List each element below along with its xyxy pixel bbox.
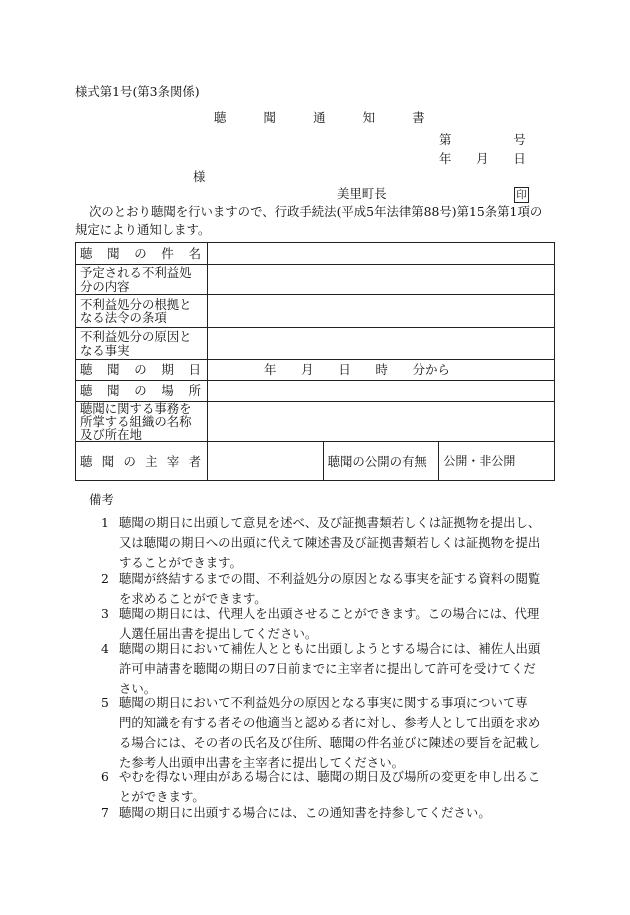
note-text (119, 639, 556, 699)
place-field[interactable] (208, 381, 555, 402)
document-number: 第 号 (439, 132, 526, 147)
label-letters (80, 455, 203, 468)
label-char: の (134, 362, 147, 378)
label-char: 主 (145, 453, 158, 469)
note-text (119, 693, 556, 773)
note-line: 聴聞の期日に出頭して意見を述べ、及び証拠書類若しくは証拠物を提出し、 (119, 515, 541, 530)
label-char: 聴 (80, 245, 93, 261)
note-line: る場合には、その者の氏名及び住所、聴聞の件名並びに陳述の要旨を記載し (119, 735, 541, 750)
label-char: 件 (161, 245, 174, 261)
note-text (119, 569, 556, 609)
note-line: を求めることができます。 (119, 591, 267, 606)
label-char: 場 (161, 383, 174, 399)
label-char: の (123, 453, 136, 469)
label-char: 聴 (80, 362, 93, 378)
disposition-label: 予定される不利益処分の内容 (76, 265, 208, 295)
office-label: 聴聞に関する事務を所掌する組織の名称及び所在地 (76, 402, 208, 442)
label-char: 聞 (107, 245, 120, 261)
note-number: 4 (101, 641, 109, 656)
note-line: た参考人出頭申出書を主宰者に提出してください。 (119, 755, 404, 770)
note-item-2 (101, 569, 556, 609)
label-char: 聞 (107, 362, 120, 378)
subject-label-text (80, 247, 203, 260)
note-line: することができます。 (119, 555, 242, 570)
note-line: やむを得ない理由がある場合には、聴聞の期日及び場所の変更を申し出るこ (119, 769, 541, 784)
note-number: 6 (101, 769, 109, 784)
date-value: 年 月 日 時 分から (264, 362, 450, 378)
label-char: 所 (188, 383, 201, 399)
note-item-1 (101, 513, 556, 573)
note-line: 門的知識を有する者その他適当と認める者に対し、参考人として出頭を求め (119, 715, 541, 730)
note-line: 聴聞の期日に出頭する場合には、この通知書を持参してください。 (119, 805, 491, 820)
basis-field[interactable] (208, 295, 555, 328)
date-label (76, 360, 208, 381)
cause-field[interactable] (208, 328, 555, 360)
note-number: 1 (101, 515, 109, 530)
label-char: 聴 (80, 383, 93, 399)
form-label: 様式第1号(第3条関係) (75, 84, 200, 99)
label-char: 者 (188, 453, 201, 469)
date-field[interactable] (208, 360, 555, 381)
disposition-field[interactable] (208, 265, 555, 295)
page-title: 聴 聞 通 知 書 (214, 110, 425, 125)
label-char: 聞 (101, 453, 115, 469)
label-char: 名 (188, 245, 201, 261)
note-text (119, 513, 556, 573)
note-text (119, 604, 556, 644)
label-char: 日 (188, 362, 201, 378)
basis-label: 不利益処分の根拠となる法令の条項 (76, 295, 208, 328)
note-number: 7 (101, 805, 109, 820)
intro-line-1: 次のとおり聴聞を行いますので、行政手続法(平成5年法律第88号)第15条第1項の (89, 204, 543, 219)
addressee-suffix: 様 (193, 169, 206, 184)
subject-field[interactable] (208, 243, 555, 265)
note-line: とができます。 (119, 789, 205, 804)
note-line: 聴聞の期日において補佐人とともに出頭しようとする場合には、補佐人出頭 (119, 641, 541, 656)
note-line: 聴聞の期日において不利益処分の原因となる事実に関する事項について専 (119, 695, 528, 710)
note-text (119, 803, 556, 823)
office-field[interactable] (208, 402, 555, 442)
intro-line-2: 規定により通知します。 (75, 222, 211, 237)
public-value: 公開・非公開 (439, 442, 555, 481)
note-line: 聴聞が終結するまでの間、不利益処分の原因となる事実を証する資料の閲覧 (119, 571, 541, 586)
place-label (76, 381, 208, 402)
note-item-6 (101, 767, 556, 807)
cause-label: 不利益処分の原因となる事実 (76, 328, 208, 360)
label-char: 聴 (80, 453, 93, 469)
note-line: 又は聴聞の期日への出頭に代えて陳述書及び証拠書類若しくは証拠物を提出 (119, 535, 541, 550)
note-item-5 (101, 693, 556, 773)
hearing-table (75, 242, 555, 481)
label-char: 聞 (107, 383, 120, 399)
issue-date: 年 月 日 (439, 151, 526, 166)
note-item-4 (101, 639, 556, 699)
presider-label (76, 442, 208, 481)
note-number: 3 (101, 606, 109, 621)
subject-label (76, 243, 208, 265)
label-letters (80, 384, 203, 397)
sender-name: 美里町長 (337, 186, 387, 201)
seal-icon: 印 (514, 187, 529, 203)
label-letters (80, 363, 203, 376)
label-char: 宰 (166, 453, 180, 469)
note-item-3 (101, 604, 556, 644)
label-char: の (134, 383, 147, 399)
label-char: 期 (161, 362, 174, 378)
note-number: 2 (101, 571, 109, 586)
note-line: 許可申請書を聴聞の期日の7日前までに主宰者に提出して許可を受けてくだ (119, 661, 536, 676)
public-label: 聴聞の公開の有無 (323, 442, 439, 481)
label-char: の (134, 245, 147, 261)
note-text (119, 767, 556, 807)
presider-field[interactable] (208, 442, 324, 481)
seal-mark (514, 187, 529, 203)
note-line: さい。 (119, 681, 157, 696)
notes-heading: 備考 (89, 492, 114, 507)
note-line: 聴聞の期日には、代理人を出頭させることができます。この場合には、代理 (119, 606, 540, 621)
note-item-7 (101, 803, 556, 823)
note-number: 5 (101, 695, 109, 710)
note-line: 人選任届出書を提出してください。 (119, 626, 318, 641)
